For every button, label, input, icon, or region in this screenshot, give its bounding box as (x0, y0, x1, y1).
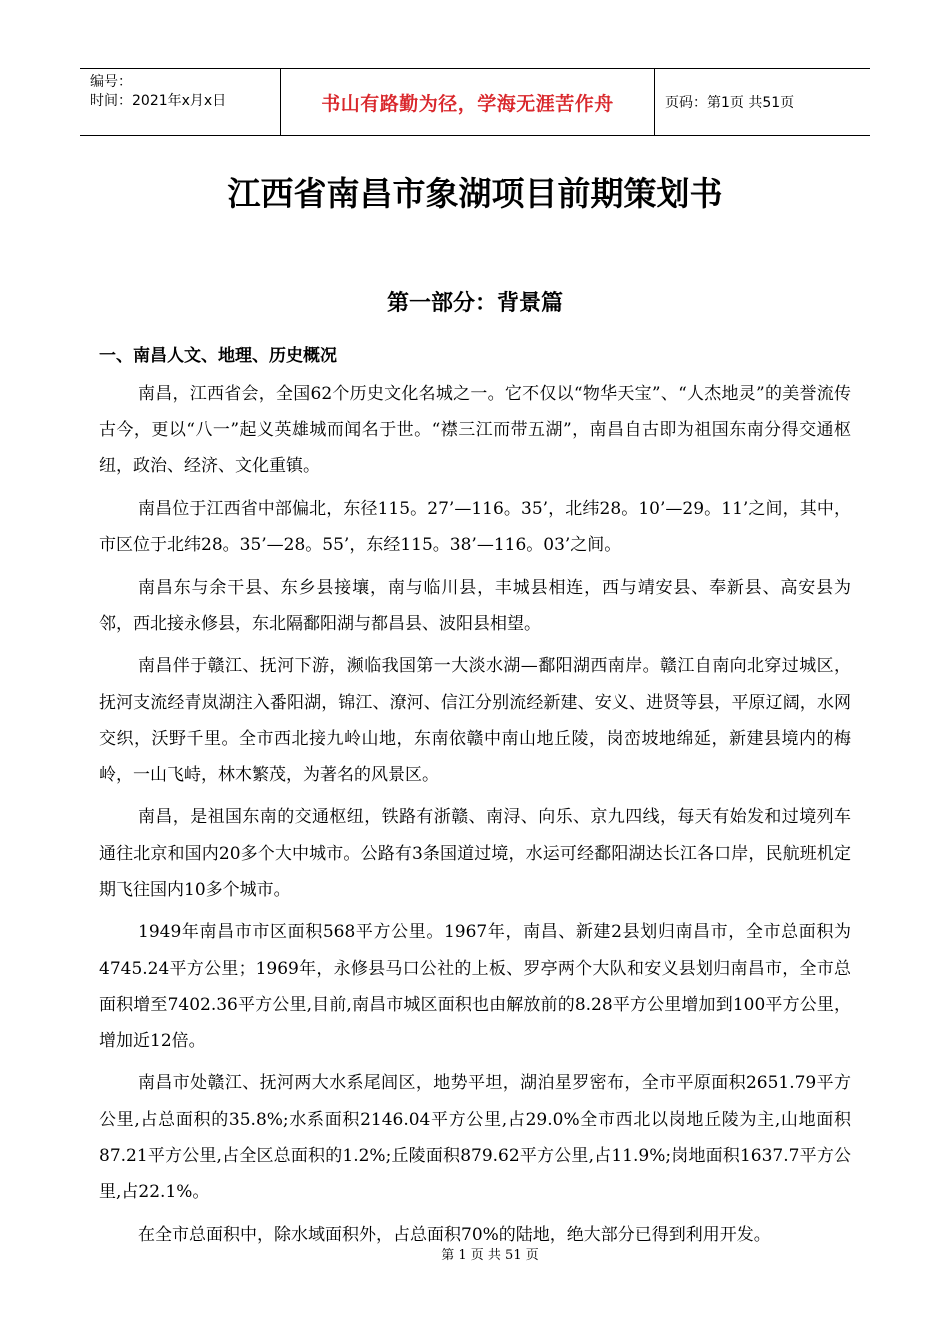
document-header (80, 68, 870, 136)
document-time-label: 时间：2021年x月x日 (90, 93, 227, 109)
header-meta-cell (80, 69, 281, 135)
paragraph: 南昌市处赣江、抚河两大水系尾闾区，地势平坦，湖泊星罗密布，全市平原面积2651.79平方公里,占总面积的35.8%;水系面积2146.04平方公里,占29.0%全市西北以岗地丘陵为主,山地面积87.21平方公里,占全区总面积的1.2%;丘陵面积879.62平方公里,占11.9%;岗地面积1637.7平方公里,占22.1%。 (99, 1073, 851, 1203)
header-motto: 书山有路勤为径，学海无涯苦作舟 (281, 69, 655, 135)
paragraph: 南昌，是祖国东南的交通枢纽，铁路有浙赣、南浔、向乐、京九四线，每天有始发和过境列车通往北京和国内20多个大中城市。公路有3条国道过境，水运可经鄱阳湖达长江各口岸，民航班机定期飞往国内10多个城市。 (99, 807, 851, 900)
section-heading: 一、南昌人文、地理、历史概况 (99, 346, 337, 366)
part-title: 第一部分：背景篇 (386, 291, 563, 316)
document-title: 江西省南昌市象湖项目前期策划书 (227, 174, 723, 213)
paragraph: 南昌东与余干县、东乡县接壤，南与临川县，丰城县相连，西与靖安县、奉新县、高安县为邻，西北接永修县，东北隔鄱阳湖与都昌县、波阳县相望。 (99, 577, 851, 634)
paragraph: 南昌伴于赣江、抚河下游，濒临我国第一大淡水湖—鄱阳湖西南岸。赣江自南向北穿过城区，抚河支流经青岚湖注入番阳湖，锦江、潦河、信江分别流经新建、安义、进贤等县，平原辽阔，水网交织，沃野千里。全市西北接九岭山地，东南依赣中南山地丘陵，岗峦坡地绵延，新建县境内的梅岭，一山飞峙，林木繁茂，为著名的风景区。 (99, 656, 851, 785)
paragraph: 在全市总面积中，除水域面积外，占总面积70%的陆地，绝大部分已得到利用开发。 (138, 1224, 771, 1245)
document-number-label: 编号： (90, 74, 132, 90)
page-footer: 第 1 页 共 51 页 (441, 1248, 539, 1263)
paragraph: 南昌，江西省会，全国62个历史文化名城之一。它不仅以“物华天宝”、“人杰地灵”的美誉流传古今，更以“八一”起义英雄城而闻名于世。“襟三江而带五湖”，南昌自古即为祖国东南分得交通枢纽，政治、经济、文化重镇。 (99, 384, 851, 477)
paragraph: 南昌位于江西省中部偏北，东径115。27’—116。35’，北纬28。10’—29。11’之间，其中，市区位于北纬28。35’—28。55’，东经115。38’—116。03’之间。 (99, 498, 851, 556)
header-page-info: 页码：第1页 共51页 (665, 95, 795, 111)
body-text (99, 376, 851, 1259)
paragraph: 1949年南昌市市区面积568平方公里。1967年，南昌、新建2县划归南昌市，全市总面积为4745.24平方公里；1969年，永修县马口公社的上板、罗亭两个大队和安义县划归南昌市，全市总面积增至7402.36平方公里,目前,南昌市城区面积也由解放前的8.28平方公里增加到100平方公里，增加近12倍。 (99, 922, 851, 1051)
